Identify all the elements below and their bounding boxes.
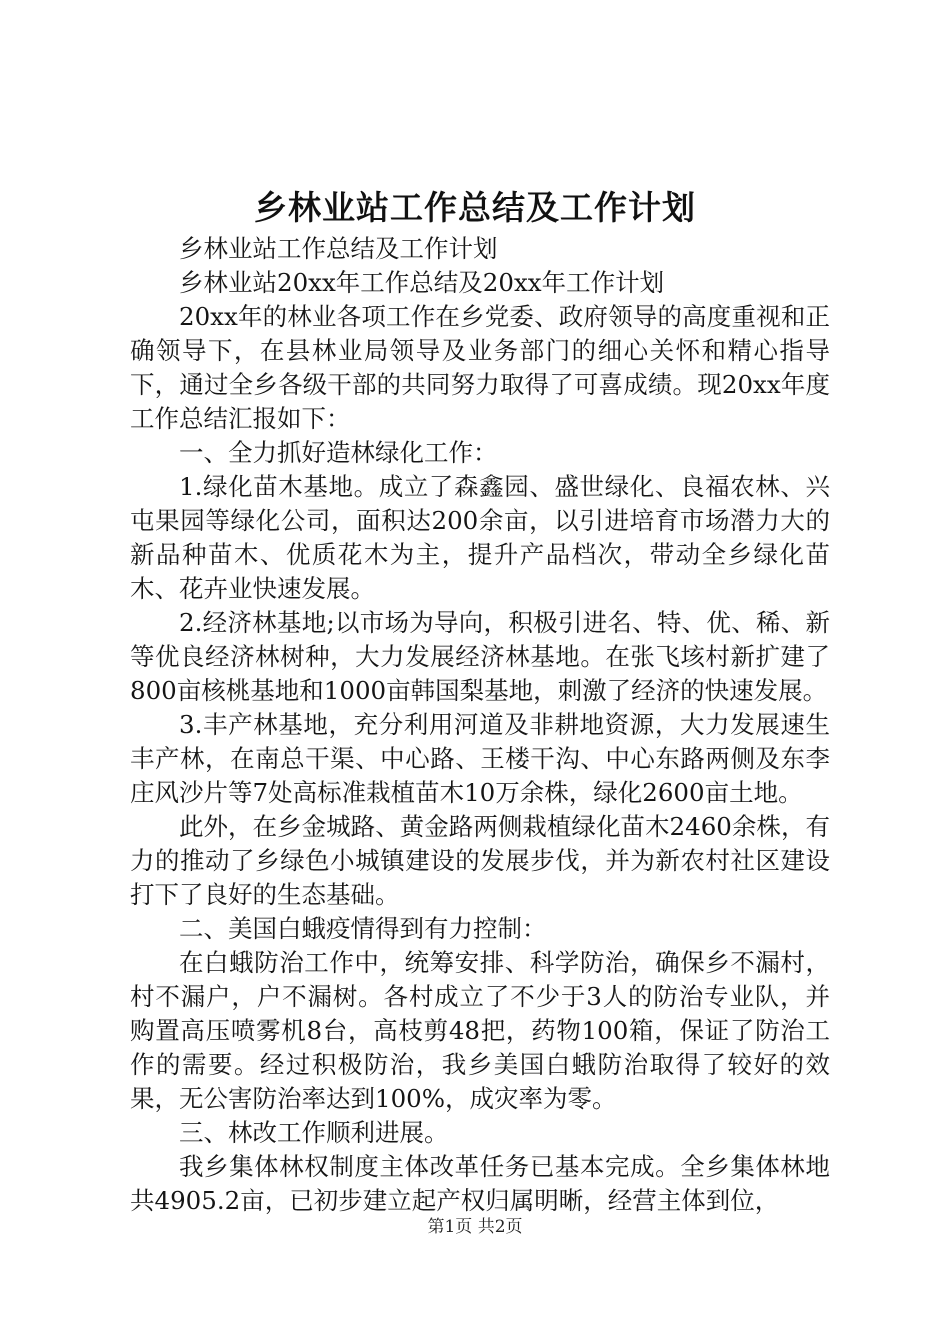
section-heading-afforestation: 一、全力抓好造林绿化工作： (179, 438, 498, 467)
paragraph-high-yield-forest: 3.丰产林基地，充分利用河道及非耕地资源，大力发展速生丰产林，在南总干渠、中心路、王楼干沟、中心东路两侧及东李庄风沙片等7处高标准栽植苗木10万余株，绿化2600亩土地。 (130, 710, 830, 807)
document-title: 乡林业站工作总结及工作计划 (254, 188, 696, 227)
document-body (130, 232, 830, 1218)
paragraph-forest-reform: 我乡集体林权制度主体改革任务已基本完成。全乡集体林地共4905.2亩，已初步建立起产权归属明晰，经营主体到位， (130, 1152, 830, 1215)
paragraph-additionally: 此外，在乡金城路、黄金路两侧栽植绿化苗木2460余株，有力的推动了乡绿色小城镇建设的发展步伐，并为新农村社区建设打下了良好的生态基础。 (130, 812, 830, 909)
paragraph-subtitle: 乡林业站工作总结及工作计划 (179, 234, 498, 263)
section-heading-forest-reform: 三、林改工作顺利进展。 (179, 1118, 449, 1147)
page-footer: 第1页 共2页 (427, 1217, 523, 1237)
paragraph-seedling-base: 1.绿化苗木基地。成立了森鑫园、盛世绿化、良福农林、兴屯果园等绿化公司，面积达200余亩，以引进培育市场潜力大的新品种苗木、优质花木为主，提升产品档次，带动全乡绿化苗木、花卉业快速发展。 (130, 472, 830, 603)
paragraph-economic-forest: 2.经济林基地;以市场为导向，积极引进名、特、优、稀、新等优良经济林树种，大力发展经济林基地。在张飞垓村新扩建了800亩核桃基地和1000亩韩国梨基地，刺激了经济的快速发展。 (130, 608, 830, 705)
section-heading-moth-control: 二、美国白蛾疫情得到有力控制： (179, 914, 547, 943)
paragraph-intro: 20xx年的林业各项工作在乡党委、政府领导的高度重视和正确领导下，在县林业局领导及业务部门的细心关怀和精心指导下，通过全乡各级干部的共同努力取得了可喜成绩。现20xx年度工作总结汇报如下： (130, 302, 830, 433)
paragraph-subheading: 乡林业站20xx年工作总结及20xx年工作计划 (179, 268, 665, 297)
paragraph-moth-control: 在白蛾防治工作中，统筹安排、科学防治，确保乡不漏村，村不漏户，户不漏树。各村成立了不少于3人的防治专业队，并购置高压喷雾机8台，高枝剪48把，药物100箱，保证了防治工作的需要。经过积极防治，我乡美国白蛾防治取得了较好的效果，无公害防治率达到100%，成灾率为零。 (130, 948, 830, 1113)
